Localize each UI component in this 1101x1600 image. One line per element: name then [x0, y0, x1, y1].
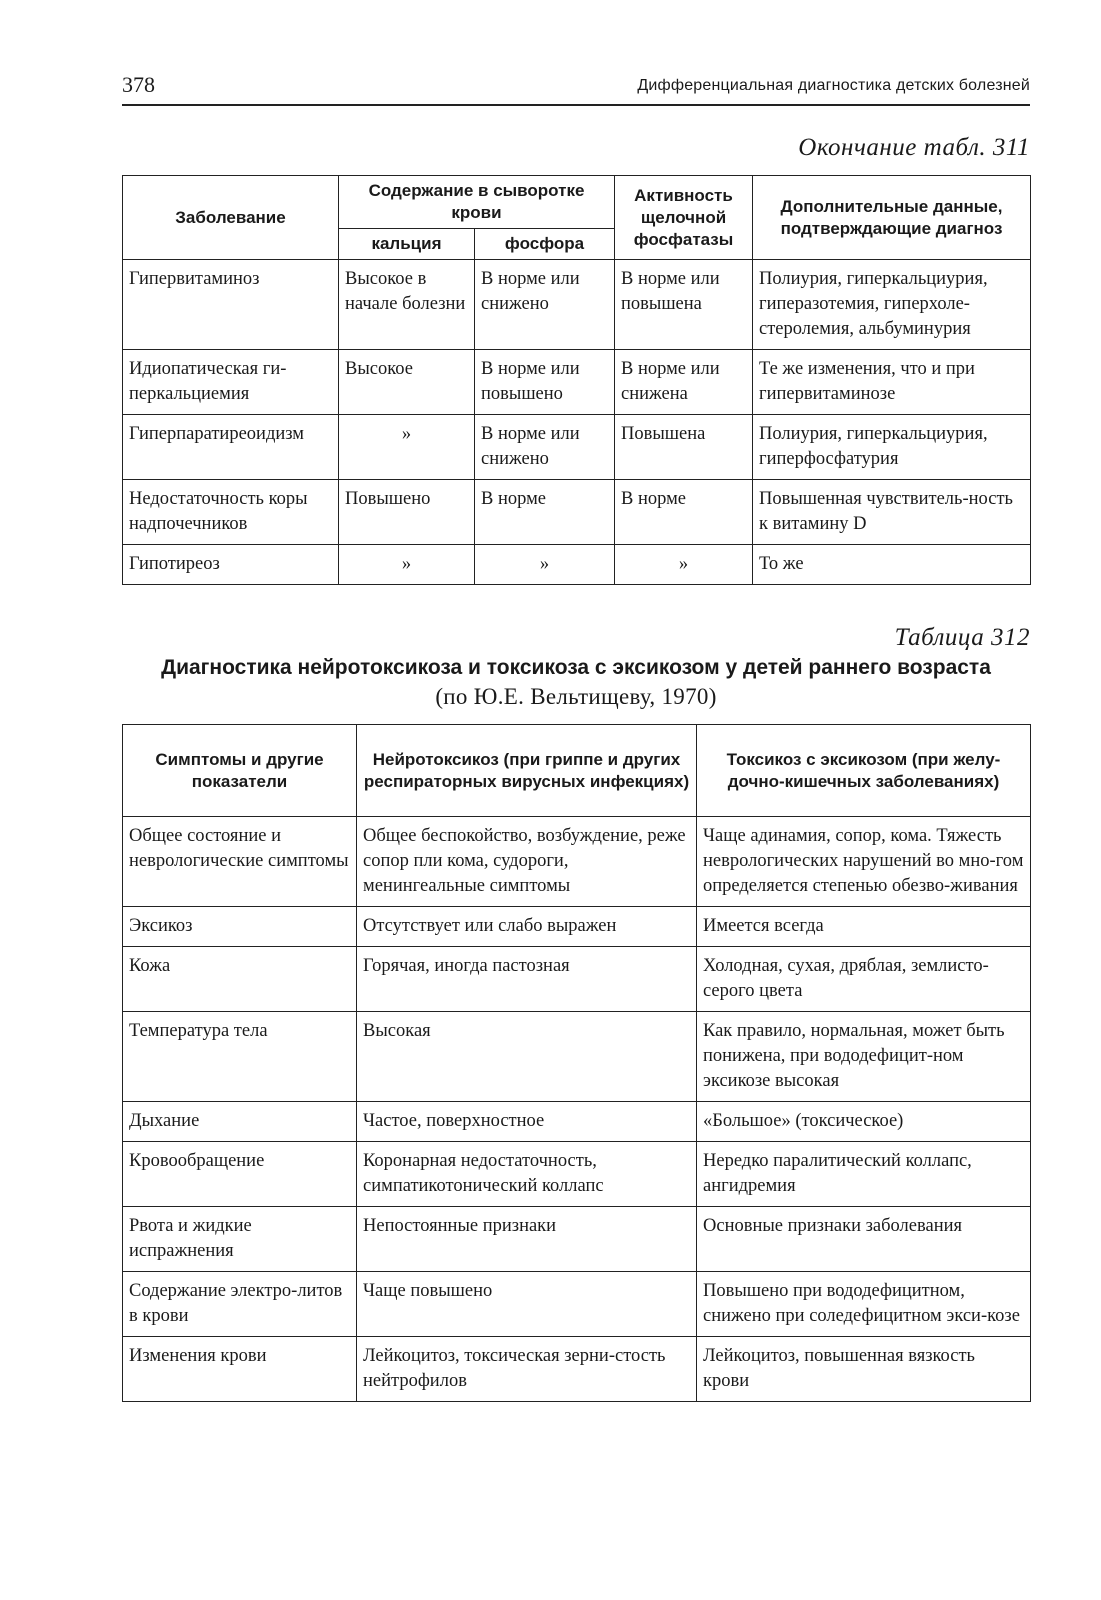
table-row — [123, 947, 1031, 1012]
calcium-cell: » — [339, 545, 475, 585]
neuro-cell: Чаще повышено — [357, 1272, 697, 1337]
toxic-cell: Нередко паралитический коллапс, ангидремия — [697, 1142, 1031, 1207]
phosphorus-cell: В норме или снижено — [475, 415, 615, 480]
symptom-cell: Рвота и жидкие испражнения — [123, 1207, 357, 1272]
header-additional-data: Дополнительные данные, подтверждающие диагноз — [753, 176, 1031, 260]
neuro-cell: Горячая, иногда пастозная — [357, 947, 697, 1012]
neuro-cell: Непостоянные признаки — [357, 1207, 697, 1272]
calcium-cell: Высокое в начале болезни — [339, 260, 475, 350]
table-row — [123, 1102, 1031, 1142]
table-311-caption: Окончание табл. 311 — [798, 134, 1030, 161]
table-row — [123, 260, 1031, 350]
table-312-title: Диагностика нейротоксикоза и токсикоза с эксикозом у детей раннего возраста — [161, 656, 991, 679]
phosphorus-cell: В норме — [475, 480, 615, 545]
running-head — [122, 70, 1030, 106]
symptom-cell: Изменения крови — [123, 1337, 357, 1402]
symptom-cell: Содержание электро-литов в крови — [123, 1272, 357, 1337]
disease-cell: Идиопатическая ги-перкальциемия — [123, 350, 339, 415]
table-312-label: Таблица 312 — [894, 624, 1030, 651]
additional-cell: Полиурия, гиперкальциурия, гиперфосфатурия — [753, 415, 1031, 480]
toxic-cell: «Большое» (токсическое) — [697, 1102, 1031, 1142]
alkaline-cell: Повышена — [615, 415, 753, 480]
additional-cell: Те же изменения, что и при гипервитаминозе — [753, 350, 1031, 415]
toxic-cell: Основные признаки заболевания — [697, 1207, 1031, 1272]
disease-cell: Гипервитаминоз — [123, 260, 339, 350]
header-toxicosis: Токсикоз с эксикозом (при желу-дочно-кишечных заболеваниях) — [697, 725, 1031, 817]
toxic-cell: Повышено при вододефицитном, снижено при соледефицитном экси-козе — [697, 1272, 1031, 1337]
alkaline-cell: В норме — [615, 480, 753, 545]
toxic-cell: Имеется всегда — [697, 907, 1031, 947]
calcium-cell: Высокое — [339, 350, 475, 415]
alkaline-cell: В норме или снижена — [615, 350, 753, 415]
table-row — [123, 350, 1031, 415]
symptom-cell: Эксикоз — [123, 907, 357, 947]
table-row — [123, 545, 1031, 585]
disease-cell: Недостаточность коры надпочечников — [123, 480, 339, 545]
header-calcium: кальция — [339, 229, 475, 260]
symptom-cell: Кожа — [123, 947, 357, 1012]
table-row — [123, 1142, 1031, 1207]
table-row — [123, 817, 1031, 907]
neuro-cell: Коронарная недостаточность, симпатикотонический коллапс — [357, 1142, 697, 1207]
phosphorus-cell: В норме или повышено — [475, 350, 615, 415]
neuro-cell: Отсутствует или слабо выражен — [357, 907, 697, 947]
table-row — [123, 415, 1031, 480]
toxic-cell: Холодная, сухая, дряблая, землисто-серого цвета — [697, 947, 1031, 1012]
calcium-cell: Повышено — [339, 480, 475, 545]
additional-cell: То же — [753, 545, 1031, 585]
running-title: Дифференциальная диагностика детских болезней — [637, 77, 1030, 94]
additional-cell: Повышенная чувствитель-ность к витамину D — [753, 480, 1031, 545]
table-row — [123, 907, 1031, 947]
alkaline-cell: » — [615, 545, 753, 585]
disease-cell: Гипотиреоз — [123, 545, 339, 585]
additional-cell: Полиурия, гиперкальциурия, гиперазотемия, гиперхоле-стеролемия, альбуминурия — [753, 260, 1031, 350]
table-row — [123, 1207, 1031, 1272]
disease-cell: Гиперпаратиреоидизм — [123, 415, 339, 480]
alkaline-cell: В норме или повышена — [615, 260, 753, 350]
toxic-cell: Как правило, нормальная, может быть понижена, при вододефицит-ном эксикозе высокая — [697, 1012, 1031, 1102]
table-row — [123, 480, 1031, 545]
header-disease: Заболевание — [123, 176, 339, 260]
page-number: 378 — [122, 72, 155, 97]
table-311 — [122, 175, 1031, 585]
table-row — [123, 1337, 1031, 1402]
table-312-subtitle: (по Ю.Е. Вельтищеву, 1970) — [435, 684, 717, 709]
table-312 — [122, 724, 1031, 1402]
header-alkaline-phosphatase: Активность щелочной фосфатазы — [615, 176, 753, 260]
header-symptoms: Симптомы и другие показатели — [123, 725, 357, 817]
neuro-cell: Высокая — [357, 1012, 697, 1102]
header-phosphorus: фосфора — [475, 229, 615, 260]
calcium-cell: » — [339, 415, 475, 480]
table-row — [123, 1272, 1031, 1337]
neuro-cell: Общее беспокойство, возбуждение, реже сопор пли кома, судороги, менингеальные симптомы — [357, 817, 697, 907]
neuro-cell: Частое, поверхностное — [357, 1102, 697, 1142]
toxic-cell: Чаще адинамия, сопор, кома. Тяжесть неврологических нарушений во мно-гом определяется степенью обезво-живания — [697, 817, 1031, 907]
table-row — [123, 1012, 1031, 1102]
toxic-cell: Лейкоцитоз, повышенная вязкость крови — [697, 1337, 1031, 1402]
symptom-cell: Общее состояние и неврологические симптомы — [123, 817, 357, 907]
phosphorus-cell: » — [475, 545, 615, 585]
phosphorus-cell: В норме или снижено — [475, 260, 615, 350]
neuro-cell: Лейкоцитоз, токсическая зерни-стость нейтрофилов — [357, 1337, 697, 1402]
symptom-cell: Кровообращение — [123, 1142, 357, 1207]
symptom-cell: Температура тела — [123, 1012, 357, 1102]
header-serum: Содержание в сыворотке крови — [339, 176, 615, 229]
symptom-cell: Дыхание — [123, 1102, 357, 1142]
header-neurotoxicosis: Нейротоксикоз (при гриппе и других респираторных вирусных инфекциях) — [357, 725, 697, 817]
